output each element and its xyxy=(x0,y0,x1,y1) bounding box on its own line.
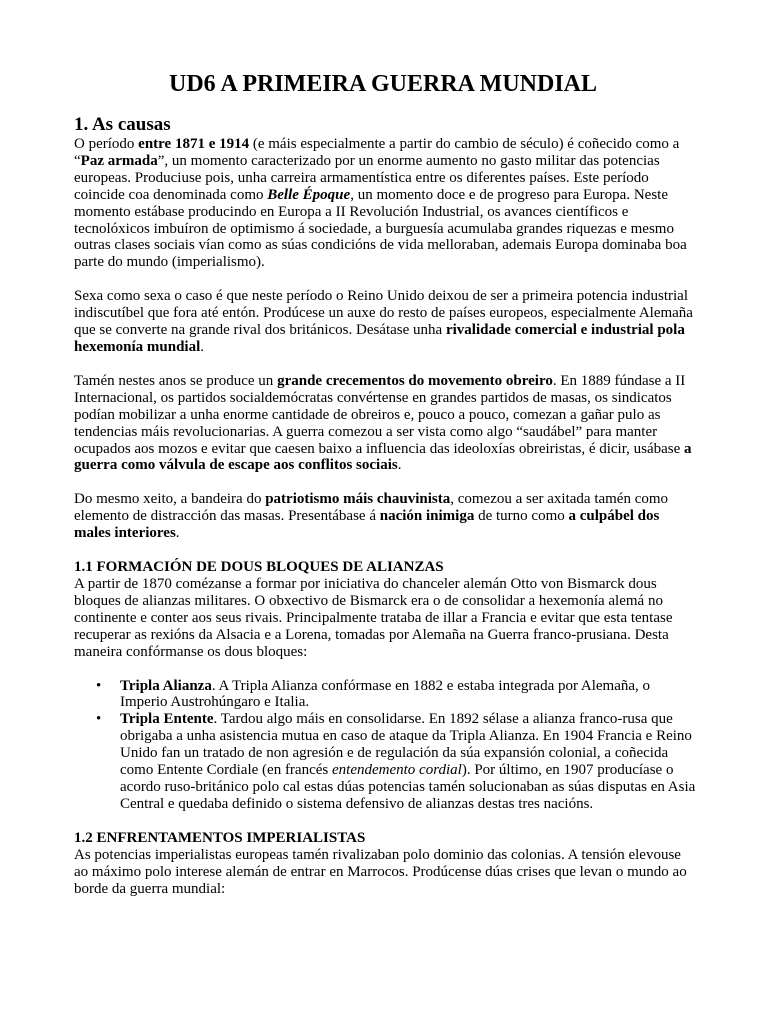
section-heading-alliances: 1.1 FORMACIÓN DE DOUS BLOQUES DE ALIANZAS xyxy=(74,559,444,576)
text-run: , un momento doce e de progreso para Europa. Neste momento estábase producindo en Europa a II Revolución Industrial, os avances científicos e tecnolóxicos imbuíron de optimismo á sociedade, a burguesía acumulaba grandes riquezas e mesmo outras clases sociais vían como as súas condicións de vida melloraban, ademais Europa dominaba boa parte do mundo (imperialismo). xyxy=(74,186,687,271)
paragraph-workers-movement xyxy=(74,373,698,474)
paragraph-spacer xyxy=(74,542,698,559)
list-item-triple-alliance xyxy=(74,678,698,712)
paragraph-spacer xyxy=(74,271,698,288)
bold-run: patriotismo máis chauvinista xyxy=(265,491,451,508)
bold-run: grande crecementos do movemento obreiro xyxy=(277,372,553,389)
paragraph-armed-peace xyxy=(74,136,698,271)
bold-run: entre 1871 e 1914 xyxy=(138,136,250,152)
section-heading-imperialism: 1.2 ENFRENTAMENTOS IMPERIALISTAS xyxy=(74,829,366,846)
text-run: O período xyxy=(74,136,139,152)
bold-run: nación inimiga xyxy=(379,508,475,525)
paragraph-chauvinism xyxy=(74,491,698,542)
bold-run: rivalidade comercial e industrial pola hexemonía mundial xyxy=(74,322,685,355)
document-page xyxy=(74,68,698,898)
text-run: ). Por último, en 1907 producíase o acordo ruso-británico polo cal estas dúas potencias tamén solucionaban as súas disputas en Asia Central e quedaba definido o sistema defensivo de alianzas destas tres nacións. xyxy=(120,762,696,812)
text-run: . xyxy=(397,457,402,474)
bullet-icon: • xyxy=(96,711,102,728)
text-run: . xyxy=(200,338,205,355)
document-title: UD6 A PRIMEIRA GUERRA MUNDIAL xyxy=(168,71,598,97)
text-run: de turno como xyxy=(474,508,569,525)
text-run: . A Tripla Alianza confórmase en 1882 e estaba integrada por Alemaña, o Imperio Austrohúngaro e Italia. xyxy=(120,677,651,711)
text-run: . xyxy=(175,525,180,542)
bold-italic-run xyxy=(267,187,350,203)
italic-run: entendemento cordial xyxy=(332,762,462,779)
alliance-list xyxy=(74,678,698,813)
text-run: Tamén nestes anos se produce un xyxy=(74,372,278,389)
paragraph-spacer xyxy=(74,474,698,491)
text-run: ”, un momento caracterizado por un enorme aumento no gasto militar das potencias europeas. Produciuse pois, unha carreira armamentística entre os diferentes países. Este período coincide coa denominada como xyxy=(74,152,660,203)
bold-run: Paz armada xyxy=(80,152,158,169)
section-heading-causes: 1. As causas xyxy=(74,114,171,135)
text-run: Do mesmo xeito, a bandeira do xyxy=(74,491,266,508)
bold-run: Tripla Alianza xyxy=(120,677,212,694)
list-item-triple-entente xyxy=(74,711,698,812)
bold-run: a guerra como válvula de escape aos conflitos sociais xyxy=(74,440,692,474)
paragraph-industrial-rivalry xyxy=(74,288,698,356)
paragraph-spacer xyxy=(74,661,698,678)
text-run: (e máis especialmente a partir do cambio de século) é coñecido como a “ xyxy=(74,136,680,169)
bold-run: Tripla Entente xyxy=(120,711,214,728)
italic-run: Belle Époque xyxy=(267,186,351,203)
paragraph-spacer xyxy=(74,813,698,830)
text-run: Sexa como sexa o caso é que neste período o Reino Unido deixou de ser a primeira potencia industrial indiscutíbel que fora até entón. Prodúcese un auxe do resto de países europeos, especialmente Alemaña que se converte na grande rival dos británicos. Desátase unha xyxy=(74,288,693,339)
paragraph-bismarck: A partir de 1870 comézanse a formar por iniciativa do chanceler alemán Otto von Bismarck dous bloques de alianzas militares. O obxectivo de Bismarck era o de consolidar a hexemonía alemá no continente e conter aos seus rivais. Principalmente trataba de illar a Francia e evitar que esta tentase recuperar as rexións da Alsacia e a Lorena, tomadas por Alemaña na Guerra franco-prusiana. Desta maneira confórmanse os dous bloques: xyxy=(74,576,673,660)
bold-run: a culpábel dos males interiores xyxy=(74,508,660,542)
bullet-icon: • xyxy=(96,677,102,694)
text-run: . Tardou algo máis en consolidarse. En 1892 sélase a alianza franco-rusa que obrigaba a unha asistencia mutua en caso de ataque da Tripla Alianza. En 1904 Francia e Reino Unido fan un tratado de non agresión e de regulación da súa expansión colonial, a coñecida como Entente Cordiale (en francés xyxy=(120,711,692,779)
paragraph-colonies: As potencias imperialistas europeas tamén rivalizaban polo dominio das colonias. A tensión elevouse ao máximo polo interese alemán de entrar en Marrocos. Prodúcense dúas crises que levan o mundo ao borde da guerra mundial: xyxy=(74,846,687,897)
text-run: , comezou a ser axitada tamén como elemento de distracción das masas. Presentábase á xyxy=(74,491,669,525)
paragraph-spacer xyxy=(74,356,698,373)
text-run: . En 1889 fúndase a II Internacional, os partidos socialdemócratas convértense en grandes partidos de masas, os sindicatos podían mobilizar a unha enorme cantidade de obreiros e, pouco a pouco, comezan a gañar pulo as tendencias máis revolucionarias. A guerra comezou a ser vista como algo “saudábel” para manter ocupados aos mozos e evitar que caesen baixo a influencia das ideoloxías obreiristas, é dicir, usábase xyxy=(74,372,686,457)
